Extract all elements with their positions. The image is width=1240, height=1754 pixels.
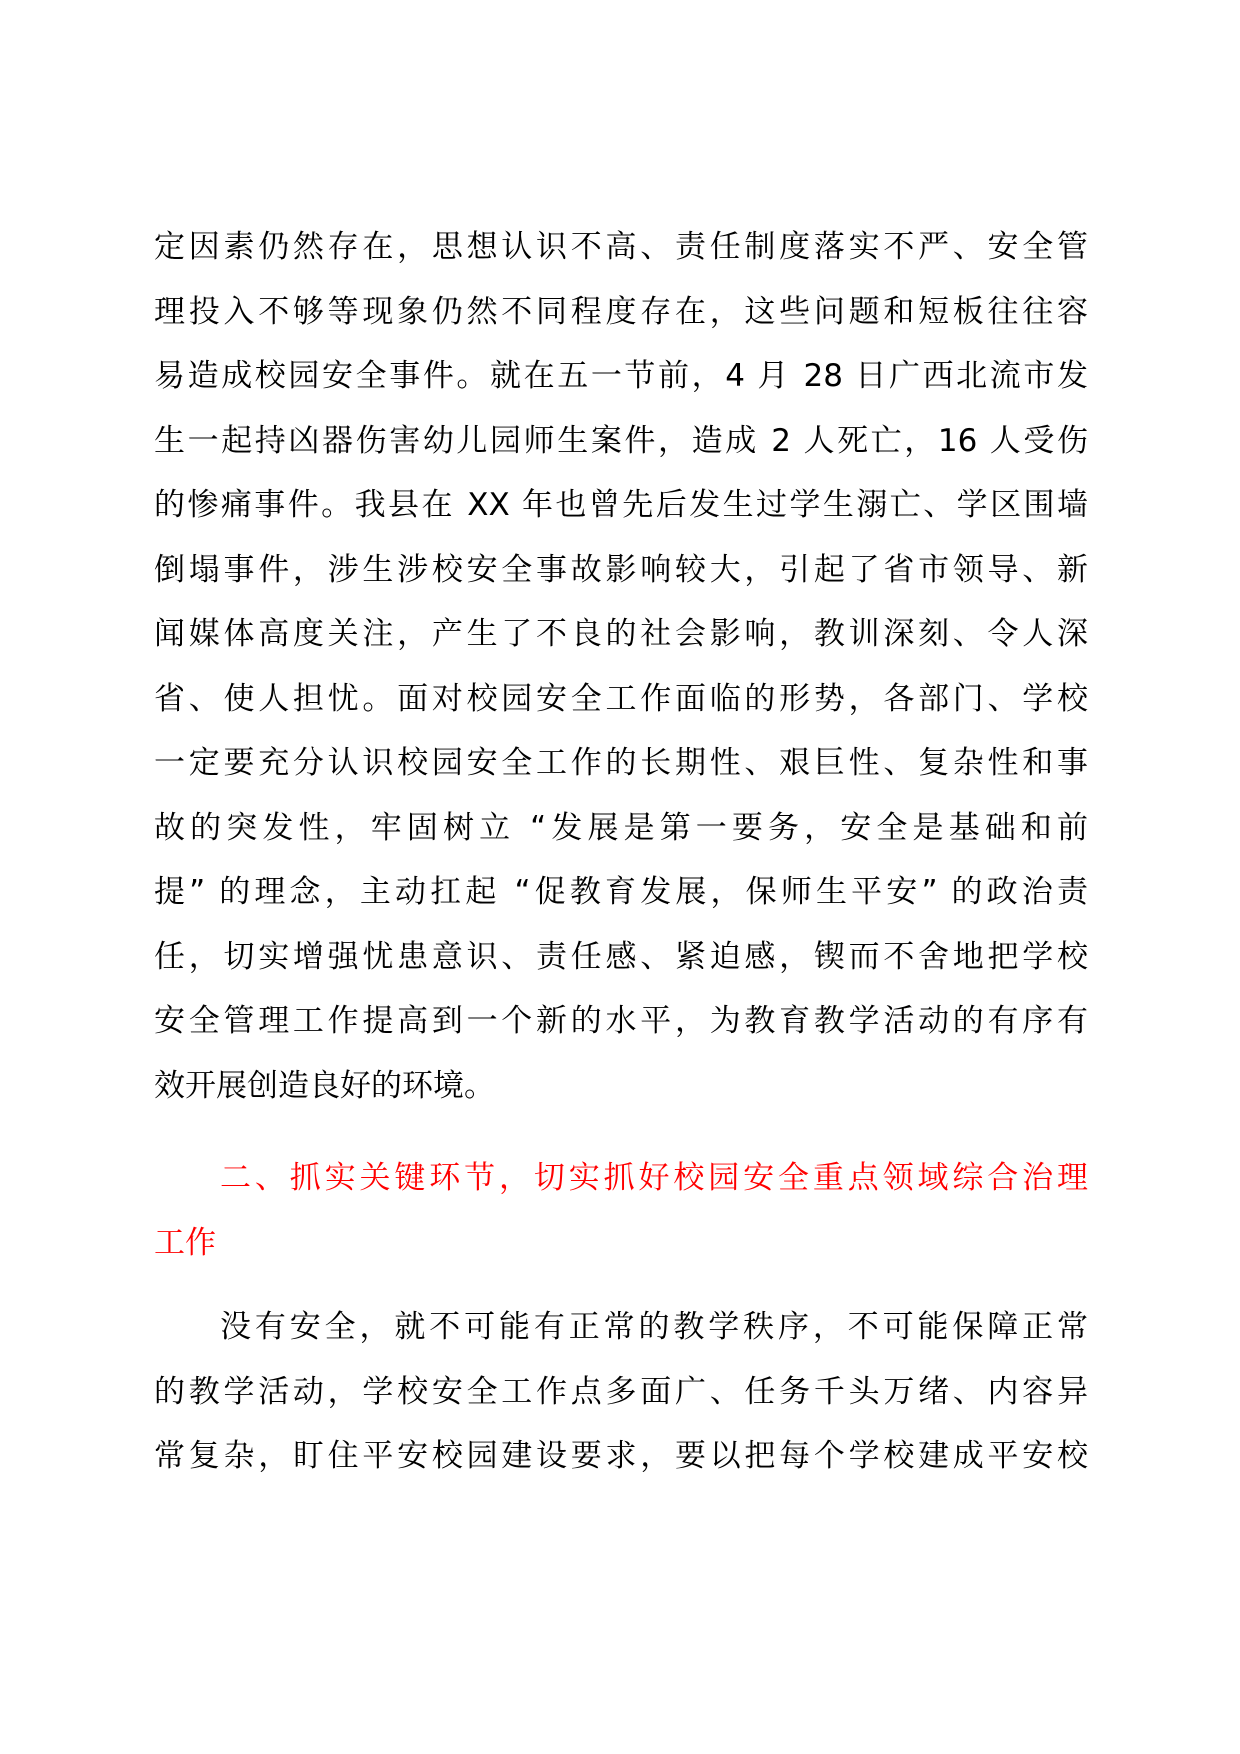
heading-line: 工作 [154, 1224, 216, 1261]
body-paragraph [154, 1295, 1088, 1489]
body-paragraph [154, 215, 1088, 1118]
text-line: 生一起持凶器伤害幼儿园师生案件，造成 2 人死亡，16 人受伤 [154, 422, 1088, 459]
text-line: 理投入不够等现象仍然不同程度存在，这些问题和短板往往容 [154, 293, 1088, 330]
text-line: 一定要充分认识校园安全工作的长期性、艰巨性、复杂性和事 [154, 745, 1088, 781]
text-line: 定因素仍然存在，思想认识不高、责任制度落实不严、安全管 [154, 229, 1088, 265]
text-line: 闻媒体高度关注，产生了不良的社会影响，教训深刻、令人深 [154, 616, 1088, 652]
text-line: 没有安全，就不可能有正常的教学秩序，不可能保障正常 [220, 1309, 1088, 1345]
text-line: 任，切实增强忧患意识、责任感、紧迫感，锲而不舍地把学校 [154, 938, 1088, 975]
text-line: 故的突发性，牢固树立 “发展是第一要务，安全是基础和前 [154, 809, 1088, 846]
text-line: 的惨痛事件。我县在 XX 年也曾先后发生过学生溺亡、学区围墙 [154, 487, 1088, 523]
text-line: 倒塌事件，涉生涉校安全事故影响较大，引起了省市领导、新 [154, 551, 1088, 588]
text-line: 效开展创造良好的环境。 [154, 1067, 495, 1104]
text-line: 安全管理工作提高到一个新的水平，为教育教学活动的有序有 [154, 1003, 1088, 1039]
text-line: 的教学活动，学校安全工作点多面广、任务千头万绪、内容异 [154, 1373, 1088, 1410]
text-line: 易造成校园安全事件。就在五一节前，4 月 28 日广西北流市发 [154, 358, 1088, 394]
text-line: 常复杂，盯住平安校园建设要求，要以把每个学校建成平安校 [154, 1438, 1088, 1474]
heading-line: 二、抓实关键环节，切实抓好校园安全重点领域综合治理 [220, 1160, 1088, 1196]
text-line: 省、使人担忧。面对校园安全工作面临的形势，各部门、学校 [154, 680, 1088, 717]
text-line: 提” 的理念，主动扛起 “促教育发展，保师生平安” 的政治责 [154, 874, 1088, 910]
section-heading [154, 1146, 1088, 1275]
